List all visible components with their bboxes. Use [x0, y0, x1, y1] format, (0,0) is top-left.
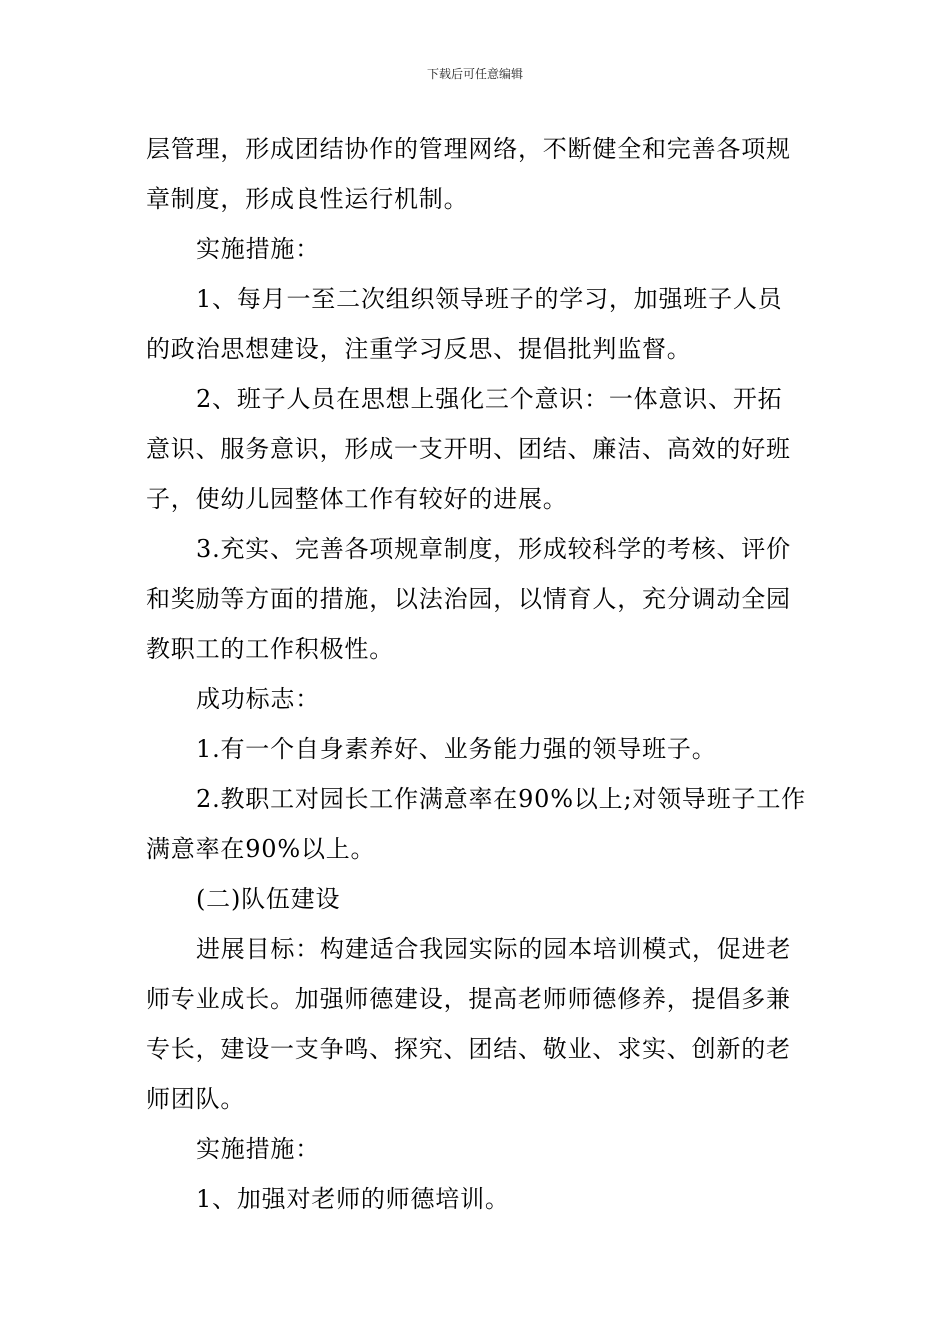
- paragraph-6: 成功标志：: [196, 685, 320, 713]
- paragraph-9: (二)队伍建设: [196, 885, 341, 913]
- paragraph-10: 进展目标：构建适合我园实际的园本培训模式，促进老师专业成长。加强师德建设，提高老师师德修养，提倡多兼专长，建设一支争鸣、探究、团结、敬业、求实、创新的老师团队。: [146, 935, 792, 1113]
- paragraph-1: 层管理，形成团结协作的管理网络，不断健全和完善各项规章制度，形成良性运行机制。: [146, 135, 791, 213]
- paragraph-7: 1.有一个自身素养好、业务能力强的领导班子。: [196, 735, 717, 763]
- paragraph-5: 3.充实、完善各项规章制度，形成较科学的考核、评价和奖励等方面的措施，以法治园，以情育人，充分调动全园教职工的工作积极性。: [146, 535, 791, 663]
- paragraph-12: 1、加强对老师的师德培训。: [196, 1185, 510, 1213]
- page-header: 下载后可任意编辑: [426, 67, 523, 81]
- document-body: [146, 124, 806, 1224]
- paragraph-2: 实施措施：: [196, 235, 320, 263]
- paragraph-3: 1、每月一至二次组织领导班子的学习，加强班子人员的政治思想建设，注重学习反思、提倡批判监督。: [146, 285, 783, 363]
- paragraph-4: 2、班子人员在思想上强化三个意识：一体意识、开拓意识、服务意识，形成一支开明、团结、廉洁、高效的好班子，使幼儿园整体工作有较好的进展。: [146, 385, 791, 513]
- paragraph-11: 实施措施：: [196, 1135, 320, 1163]
- paragraph-8: 2.教职工对园长工作满意率在90%以上;对领导班子工作满意率在90%以上。: [146, 785, 806, 863]
